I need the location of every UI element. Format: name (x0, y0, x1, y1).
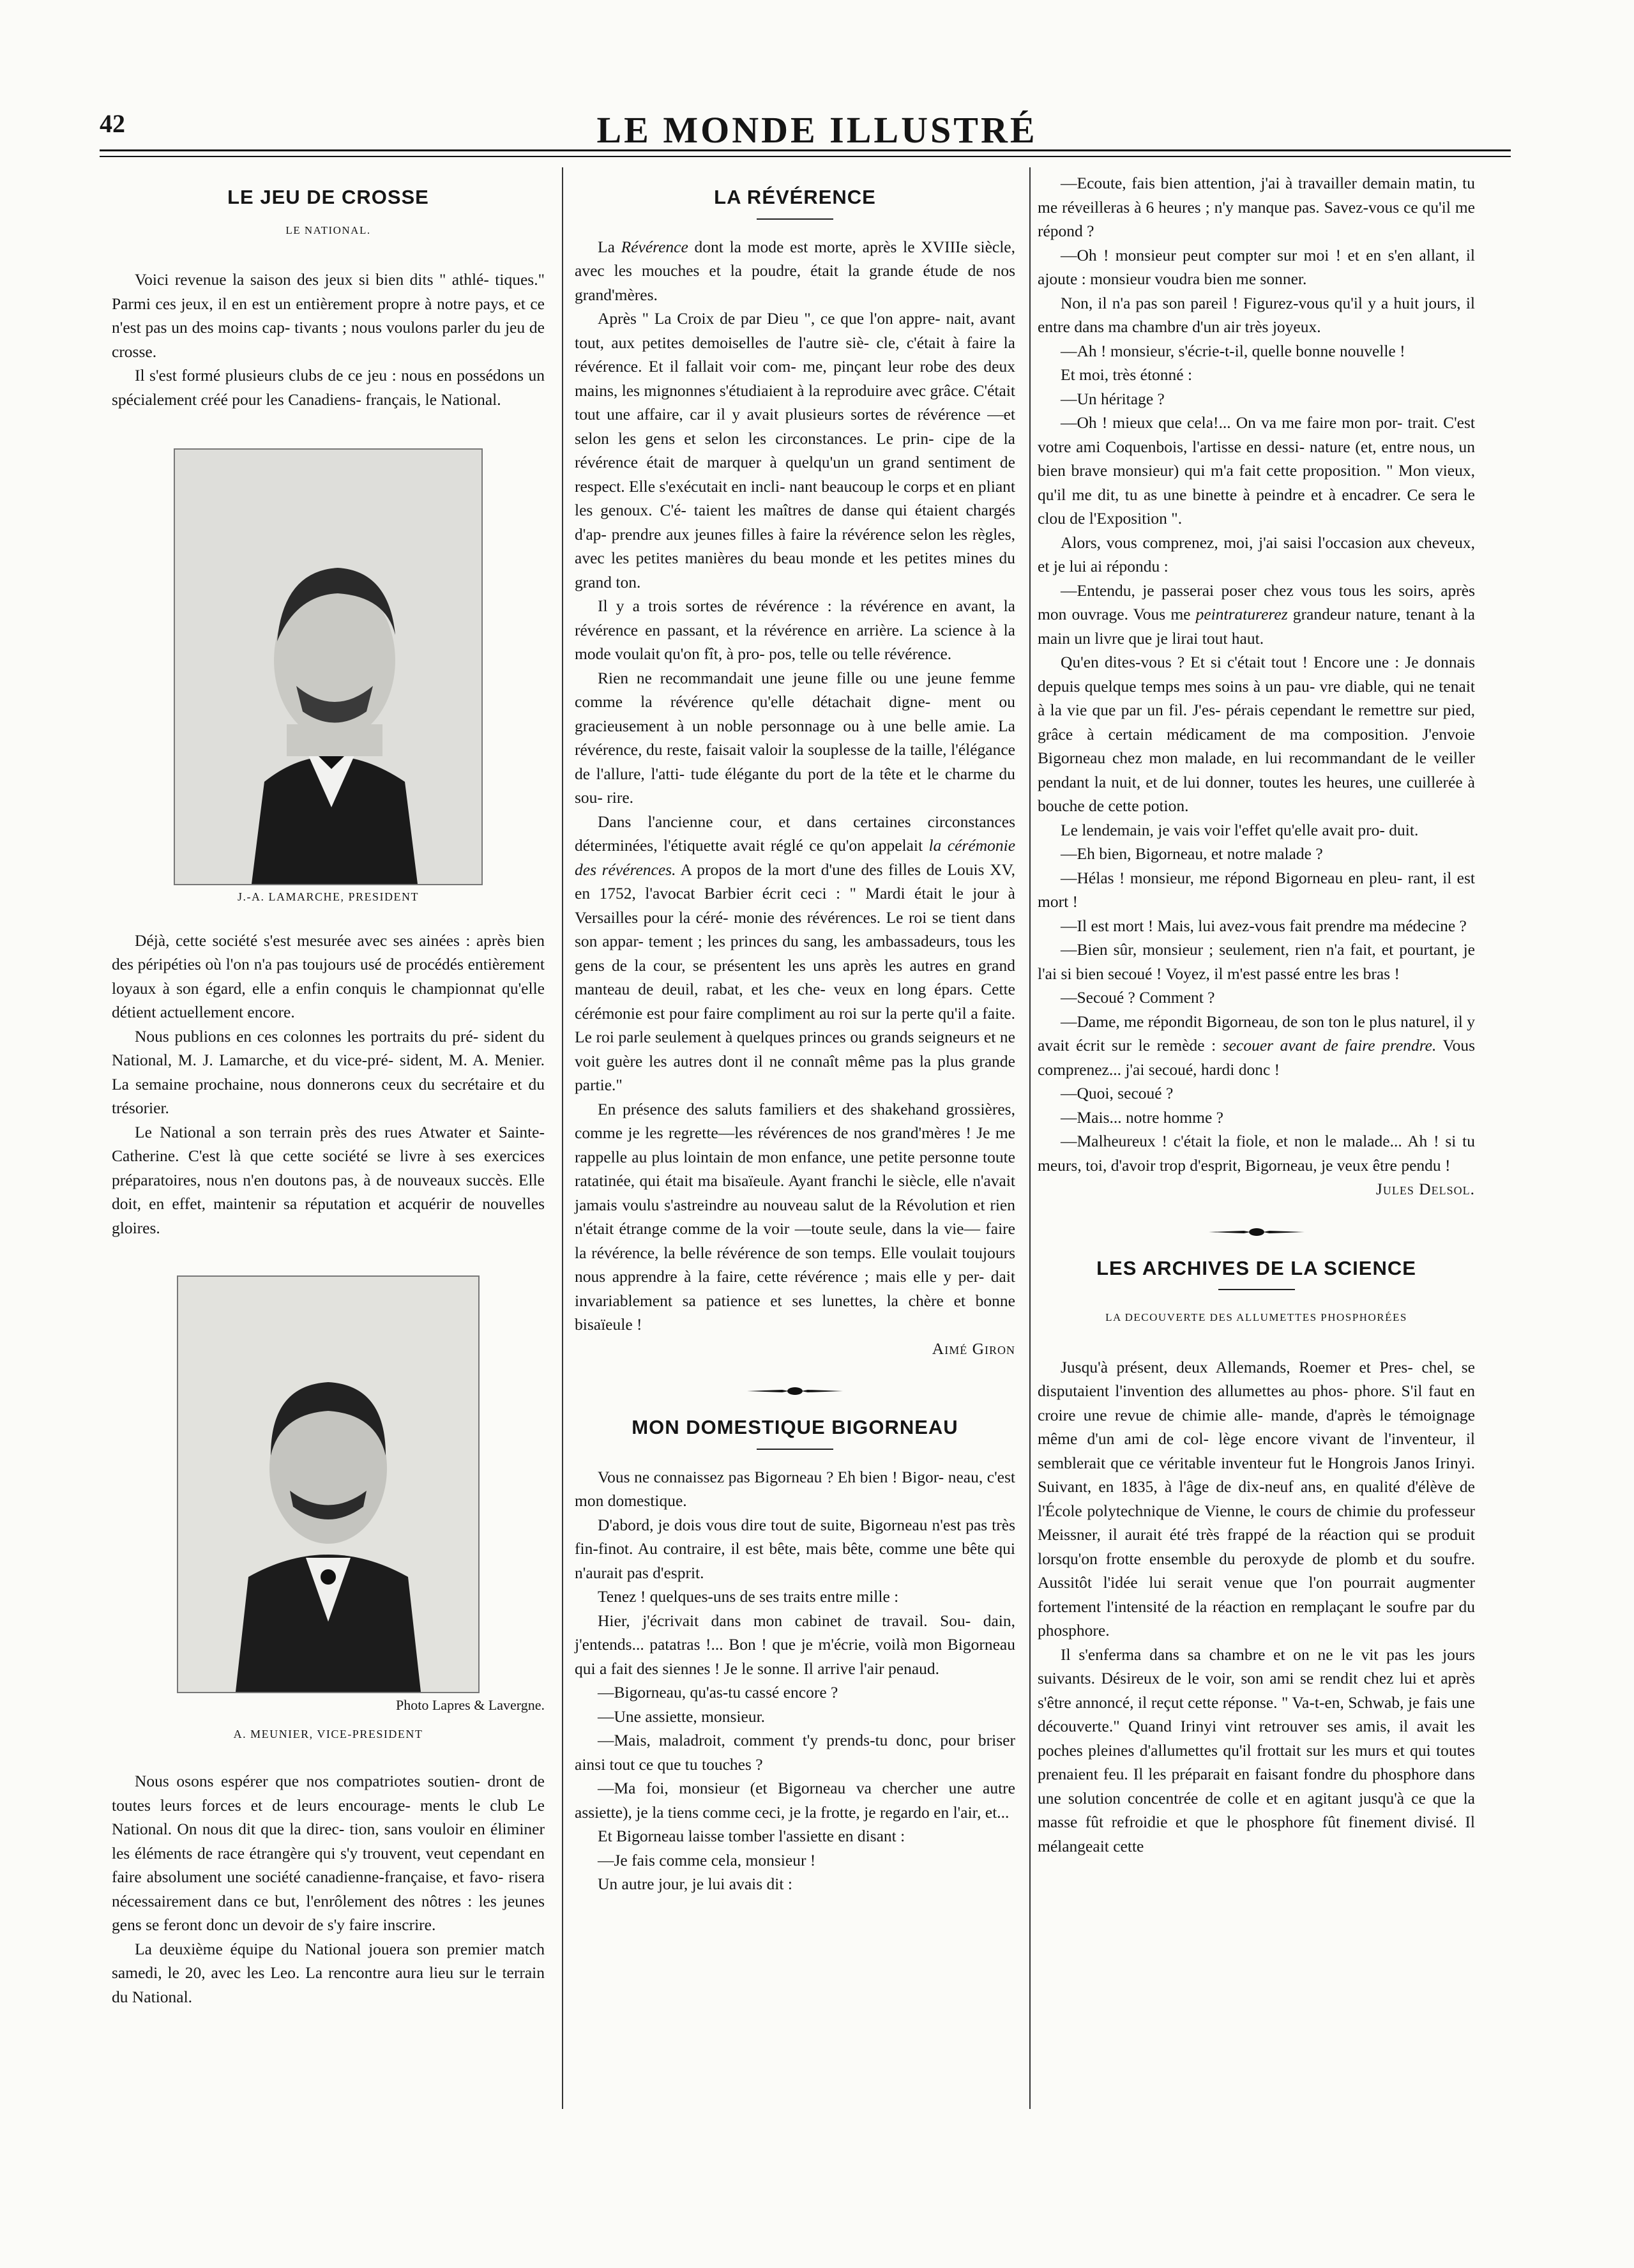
paragraph: Et moi, très étonné : (1061, 365, 1193, 384)
photo-credit: Photo Lapres & Lavergne. (396, 1697, 545, 1713)
paragraph: Nous osons espérer que nos compatriotes soutien- dront de toutes leurs forces et de leurs encourage- ments le club Le National. On nous dit que la direc- tion, sans vouloir en éliminer les éléments de race étrangère qui s'y trouvent, veut cependant en faire absolument une société canadienne-française, et favo- risera nécessairement dans ce but, l'enrôlement des nôtres : les jeunes gens se feront donc un devoir de s'y faire inscrire. (112, 1772, 545, 1934)
paragraph: Dans l'ancienne cour, et dans certaines circonstances déterminées, l'étiquette avait réglé ce qu'on appelait la cérémonie des révérences. A propos de la mort d'une des filles de Louis XV, en 1752, l'avocat Barbier écrit ceci : " Mardi était le jour à Versailles pour la céré- monie des révérences. Le roi se tient dans son appar- tement ; les princes du sang, les ambassadeurs, tous les gens de la cour, se présentent les uns après les autres en grand manteau de deuil, rabat, et les che- veux en long épars. Cette cérémonie est pour faire compliment au roi sur la perte qu'il a faite. Le roi parle seulement à quelques princes ou grands seigneurs et ne voit guère les autres dont il ne connaît même pas la plus grande partie." (575, 812, 1016, 1094)
paragraph: Nous publions en ces colonnes les portraits du pré- sident du National, M. J. Lamarche, et du vice-pré- sident, M. A. Menier. La semaine prochaine, nous donnerons ceux du secrétaire et du trésorier. (112, 1026, 545, 1117)
page-number: 42 (100, 109, 125, 138)
paragraph: Non, il n'a pas son pareil ! Figurez-vous qu'il y a huit jours, il entre dans ma chambre d'un air très joyeux. (1038, 293, 1475, 336)
article-subtitle-crosse: LE NATIONAL. (285, 224, 371, 236)
photo-caption: A. MEUNIER, VICE-PRESIDENT (233, 1727, 423, 1740)
column-left (112, 167, 545, 2009)
author-signature: Jules Delsol. (1375, 1180, 1475, 1198)
paragraph: Voici revenue la saison des jeux si bien dits " athlé- tiques." Parmi ces jeux, il en est un entièrement propre à notre pays, et ce n'est pas un des moins cap- tivants ; nous voulons parler du jeu de crosse. (112, 270, 545, 361)
paragraph: La Révérence dont la mode est morte, après le XVIIIe siècle, avec les mouches et la poudre, était la grande étude de nos grand'mères. (575, 237, 1015, 304)
title-rule (757, 1449, 833, 1450)
masthead: LE MONDE ILLUSTRÉ (596, 109, 1038, 151)
article-title-reverence: LA RÉVÉRENCE (714, 186, 876, 208)
column-divider (562, 167, 563, 2109)
paragraph: Tenez ! quelques-uns de ses traits entre mille : (598, 1587, 899, 1606)
ornament-divider-icon (1209, 1227, 1305, 1237)
paragraph: —Une assiette, monsieur. (598, 1707, 766, 1726)
paragraph: Vous ne connaissez pas Bigorneau ? Eh bien ! Bigor- neau, c'est mon domestique. (575, 1467, 1015, 1510)
paragraph: —Mais, maladroit, comment t'y prends-tu donc, pour briser ainsi tout ce que tu touches ? (575, 1731, 1015, 1774)
photo-caption: J.-A. LAMARCHE, PRESIDENT (237, 890, 419, 903)
title-rule (757, 218, 833, 220)
paragraph: —Secoué ? Comment ? (1061, 988, 1215, 1007)
paragraph: Après " La Croix de par Dieu ", ce que l'on appre- nait, avant tout, aux petites demoiselles de l'autre siè- cle, c'était à faire la révérence. Et il fallait voir com- me, pinçant leur robe des deux mains, les mignonnes s'étudiaient à la reproduire avec grâce. C'était tout une affaire, car il y avait plusieurs sortes de révérence —et selon les gens et selon les circonstances. Le prin- cipe de la révérence était de marquer à quelqu'un un grand sentiment de respect. Elle s'exécutait en incli- nant beaucoup le corps et en pliant les genoux. C'é- taient les maîtres de danse qui étaient chargés d'ap- prendre aux jeunes filles à faire la révérence selon les règles, avec les petites manières du beau monde et les petites mines du grand ton. (575, 309, 1015, 591)
paragraph: —Hélas ! monsieur, me répond Bigorneau en pleu- rant, il est mort ! (1038, 868, 1475, 911)
paragraph: Et Bigorneau laisse tomber l'assiette en disant : (598, 1827, 905, 1845)
ornament-divider-icon (747, 1386, 843, 1396)
portrait-lamarche-image (174, 448, 483, 885)
paragraph: —Oh ! monsieur peut compter sur moi ! et en s'en allant, il ajoute : monsieur voudra bien me sonner. (1038, 245, 1475, 288)
paragraph: Il y a trois sortes de révérence : la révérence en avant, la révérence en passant, et la révérence en arrière. La science à la mode voulait qu'on fît, à pro- pos, telle ou telle révérence. (575, 597, 1015, 663)
paragraph: —Ma foi, monsieur (et Bigorneau va chercher une autre assiette), je la tiens comme ceci, je la frotte, je regardo en l'air, et... (575, 1779, 1015, 1822)
paragraph: Il s'est formé plusieurs clubs de ce jeu : nous en possédons un spécialement créé pour les Canadiens- français, le National. (112, 366, 545, 409)
paragraph: —Dame, me répondit Bigorneau, de son ton le plus naturel, il y avait écrit sur le remède : secouer avant de faire prendre. Vous comprenez... j'ai secoué, hardi donc ! (1038, 1012, 1476, 1079)
article-title-bigorneau: MON DOMESTIQUE BIGORNEAU (632, 1416, 958, 1438)
paragraph: En présence des saluts familiers et des shakehand grossières, comme je les regrette—les révérences de nos grand'mères ! Je me rappelle au plus lointain de mon enfance, une petite personne toute ratatinée, qui était ma bisaïeule. Ayant franchi le siècle, elle n'avait jamais voulu s'astreindre au nouveau salut de la Révolution et rien n'était étrange comme de la voir —toute seule, dans la vie— faire la révérence, la belle révérence de son temps. Elle voulait toujours nous apprendre à la faire, cette révérence ; mais elle y per- dait invariablement sa patience et ses lunettes, la chère et bonne bisaïeule ! (575, 1099, 1015, 1334)
author-signature: Aimé Giron (932, 1339, 1015, 1358)
masthead-rule (100, 149, 1511, 151)
paragraph: La deuxième équipe du National jouera son premier match samedi, le 20, avec les Leo. La rencontre aura lieu sur le terrain du National. (112, 1939, 545, 2006)
paragraph: Qu'en dites-vous ? Et si c'était tout ! Encore une : Je donnais depuis quelque temps mes soins à un pau- vre diable, qui ne tenait à la vie que par un fil. J'es- pérais cependant le remettre sur pied, grâce à certain médicament de ma composition. J'envoie Bigorneau chez mon malade, en lui recommandant de le veiller pendant la nuit, et de lui donner, toutes les heures, une cuillerée à bouche de cette potion. (1038, 653, 1475, 815)
article-subtitle-archives: LA DECOUVERTE DES ALLUMETTES PHOSPHORÉES (1105, 1311, 1407, 1323)
paragraph: Déjà, cette société s'est mesurée avec ses ainées : après bien des péripéties où l'on n'a pas toujours usé de procédés entièrement loyaux à son égard, elle a enfin conquis le championnat qu'elle détient actuellement encore. (112, 931, 545, 1021)
title-rule (1218, 1289, 1295, 1290)
paragraph: —Bigorneau, qu'as-tu cassé encore ? (598, 1683, 838, 1701)
masthead-rule-thin (100, 156, 1511, 157)
paragraph: —Ecoute, fais bien attention, j'ai à travailler demain matin, tu me réveilleras à 6 heures ; n'y manque pas. Savez-vous ce qu'il me répond ? (1038, 174, 1475, 240)
paragraph: —Malheureux ! c'était la fiole, et non le malade... Ah ! si tu meurs, toi, d'avoir trop d'esprit, Bigorneau, je veux être pendu ! (1038, 1132, 1475, 1175)
paragraph: —Je fais comme cela, monsieur ! (598, 1850, 816, 1869)
paragraph: —Ah ! monsieur, s'écrie-t-il, quelle bonne nouvelle ! (1061, 341, 1405, 360)
paragraph: Le National a son terrain près des rues Atwater et Sainte-Catherine. C'est là que cette société se livre à ses exercices préparatoires, nous n'en doutons pas, à de nouveaux succès. Elle doit, en effet, maintenir sa réputation et acquérir de nouvelles gloires. (112, 1122, 545, 1237)
paragraph: —Eh bien, Bigorneau, et notre malade ? (1061, 844, 1323, 863)
article-title-crosse: LE JEU DE CROSSE (227, 186, 429, 208)
article-title-archives: LES ARCHIVES DE LA SCIENCE (1096, 1256, 1416, 1279)
paragraph: —Entendu, je passerai poser chez vous tous les soirs, après mon ouvrage. Vous me peintraturerez grandeur nature, tenant à la main un livre que je lirai tout haut. (1038, 581, 1476, 648)
column-divider (1029, 167, 1031, 2109)
paragraph: Jusqu'à présent, deux Allemands, Roemer et Pres- chel, se disputaient l'invention des allumettes au phos- phore. S'il faut en croire une revue de chimie alle- mande, d'après le témoignage même d'un ami de col- lège encore vivant de l'inventeur, il semblerait que ce véritable inventeur fut le Hongrois Janos Irinyi. Suivant, en 1835, à l'âge de dix-neuf ans, en qualité d'élève de l'École polytechnique de Vienne, le cours de chimie du professeur Meissner, il aurait été très frappé de la réaction qui se produit lorsqu'on frotte ensemble du peroxyde de plomb et du soufre. Aussitôt l'idée lui serait venue que l'on pourrait augmenter fortement l'intensité de la réaction en remplaçant le soufre par du phosphore. (1038, 1357, 1475, 1640)
paragraph: Le lendemain, je vais voir l'effet qu'elle avait pro- duit. (1061, 820, 1419, 839)
paragraph: Rien ne recommandait une jeune fille ou une jeune femme comme la révérence qu'elle détachait digne- ment ou gracieusement à un noble personnage ou à une belle amie. La révérence, du reste, faisait valoir la souplesse de la taille, l'élégance de l'allure, l'atti- tude élégante du port de la tête et le charme du sou- rire. (575, 668, 1015, 807)
paragraph: —Bien sûr, monsieur ; seulement, rien n'a fait, et pourtant, je l'ai si bien secoué ! Voyez, il m'est passé entre les bras ! (1038, 940, 1475, 983)
paragraph: —Quoi, secoué ? (1061, 1084, 1174, 1102)
paragraph: —Oh ! mieux que cela!... On va me faire mon por- trait. C'est votre ami Coquenbois, l'artisse en dessi- nature (et, entre nous, un bien brave monsieur) qui m'a fait cette proposition. " Mon vieux, qu'il me dit, tu as une binette à peindre et à encadrer. Ce sera le clou de l'Exposition ". (1038, 413, 1475, 528)
paragraph: Il s'enferma dans sa chambre et on ne le vit pas les jours suivants. Désireux de le voir, son ami se rendit chez lui et après s'être annoncé, il reçut cette réponse. " Va-t-en, Schwab, je fais une découverte." Quand Irinyi vint retrouver ses amis, il avait les poches pleines d'allumettes qu'il frottait sur les murs et qui toutes prenaient feu. Il les préparait en faisant fondre du phosphore dans une solution concentrée de colle et en agitant jusqu'à ce que la masse fût refroidie et que le phosphore fût finement divisé. Il mélangeait cette (1038, 1645, 1475, 1855)
paragraph: Un autre jour, je lui avais dit : (598, 1875, 792, 1893)
paragraph: —Mais... notre homme ? (1061, 1107, 1223, 1127)
column-right (1038, 171, 1475, 1858)
column-middle (575, 167, 1015, 1896)
paragraph: D'abord, je dois vous dire tout de suite, Bigorneau n'est pas très fin-finot. Au contraire, il est bête, mais bête, comme une bête qui n'aurait pas d'esprit. (575, 1515, 1015, 1582)
portrait-meunier-image (177, 1275, 480, 1693)
paragraph: Alors, vous comprenez, moi, j'ai saisi l'occasion aux cheveux, et je lui ai répondu : (1038, 533, 1475, 575)
paragraph: Hier, j'écrivait dans mon cabinet de travail. Sou- dain, j'entends... patatras !... Bon ! que je m'écrie, voilà mon Bigorneau qui a fait des siennes ! Je le sonne. Il arrive l'air penaud. (575, 1611, 1015, 1678)
paragraph: —Un héritage ? (1061, 389, 1165, 408)
paragraph: —Il est mort ! Mais, lui avez-vous fait prendre ma médecine ? (1061, 916, 1467, 935)
